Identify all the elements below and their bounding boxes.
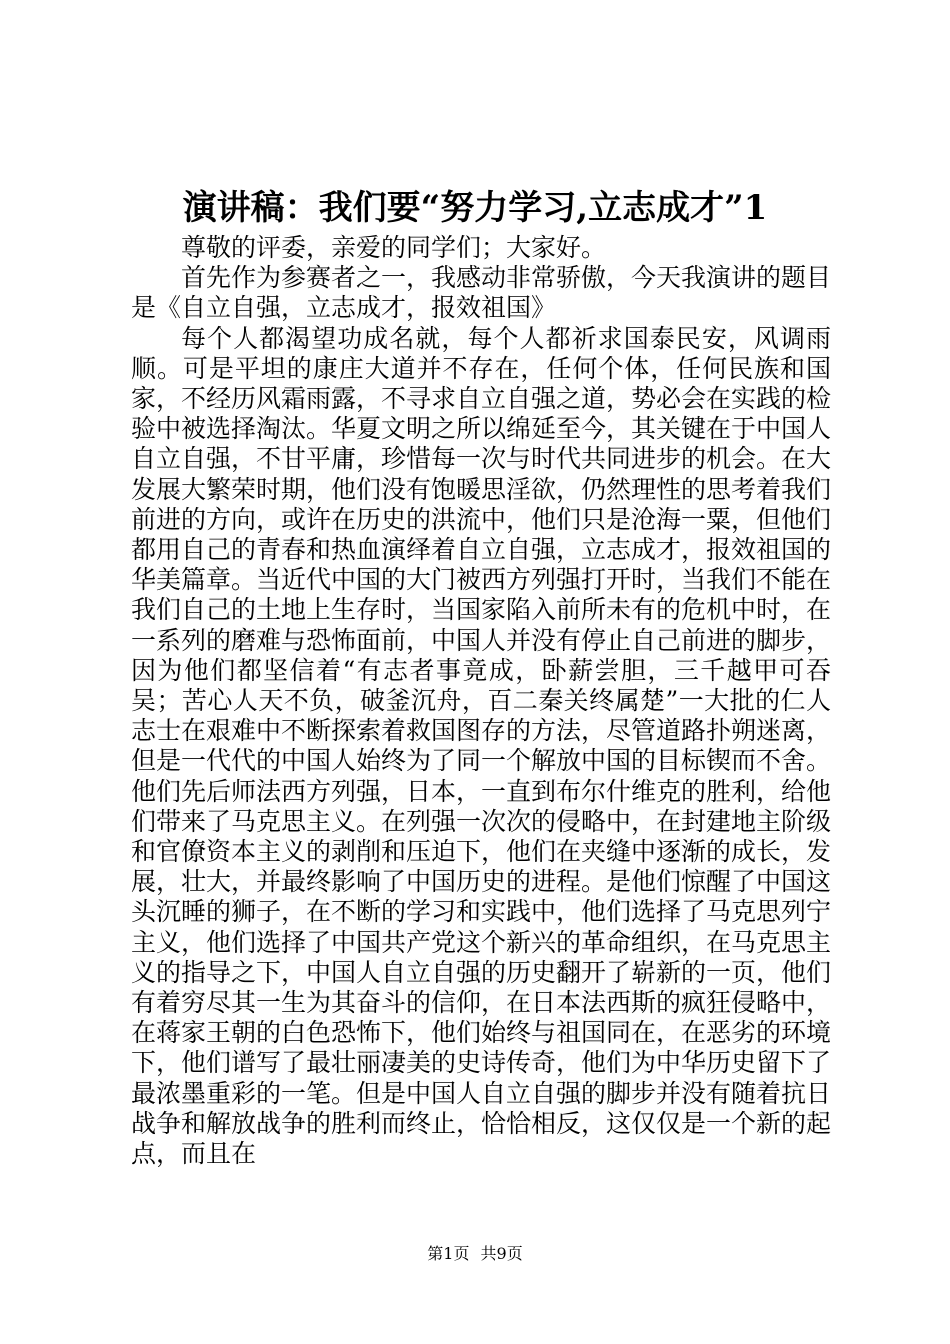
page-total: 共9页: [480, 1244, 523, 1263]
document-title: 演讲稿：我们要“努力学习,立志成才”1: [182, 188, 768, 228]
paragraph-main: 每个人都渴望功成名就，每个人都祈求国泰民安，风调雨顺。可是平坦的康庄大道并不存在，任何个体，任何民族和国家，不经历风霜雨露，不寻求自立自强之道，势必会在实践的检验中被选择淘汰。华夏文明之所以绵延至今，其关键在于中国人自立自强，不甘平庸，珍惜每一次与时代共同进步的机会。在大发展大繁荣时期，他们没有饱暖思淫欲，仍然理性的思考着我们前进的方向，或许在历史的洪流中，他们只是沧海一粟，但他们都用自己的青春和热血演绎着自立自强，立志成才，报效祖国的华美篇章。当近代中国的大门被西方列强打开时，当我们不能在我们自己的土地上生存时，当国家陷入前所未有的危机中时，在一系列的磨难与恐怖面前，中国人并没有停止自己前进的脚步，因为他们都坚信着“有志者事竟成，卧薪尝胆，三千越甲可吞吴；苦心人天不负，破釜沉舟，百二秦关终属楚”一大批的仁人志士在艰难中不断探索着救国图存的方法，尽管道路扑朔迷离，但是一代代的中国人始终为了同一个解放中国的目标锲而不舍。他们先后师法西方列强，日本，一直到布尔什维克的胜利，给他们带来了马克思主义。在列强一次次的侵略中，在封建地主阶级和官僚资本主义的剥削和压迫下，他们在夹缝中逐渐的成长，发展，壮大，并最终影响了中国历史的进程。是他们惊醒了中国这头沉睡的狮子，在不断的学习和实践中，他们选择了马克思列宁主义，他们选择了中国共产党这个新兴的革命组织，在马克思主义的指导之下，中国人自立自强的历史翻开了崭新的一页，他们有着穷尽其一生为其奋斗的信仰，在日本法西斯的疯狂侵略中，在蒋家王朝的白色恐怖下，他们始终与祖国同在，在恶劣的环境下，他们谱写了最壮丽凄美的史诗传奇，他们为中华历史留下了最浓墨重彩的一笔。但是中国人自立自强的脚步并没有随着抗日战争和解放战争的胜利而终止，恰恰相反，这仅仅是一个新的起点，而且在: [131, 323, 832, 1169]
paragraph-greeting: 尊敬的评委，亲爱的同学们；大家好。: [181, 233, 607, 262]
page-footer: [0, 1243, 950, 1265]
paragraph-topic: 首先作为参赛者之一，我感动非常骄傲，今天我演讲的题目是《自立自强，立志成才，报效祖国》: [131, 263, 832, 323]
page-number: 第1页: [427, 1244, 470, 1263]
document-body: [131, 233, 831, 1169]
